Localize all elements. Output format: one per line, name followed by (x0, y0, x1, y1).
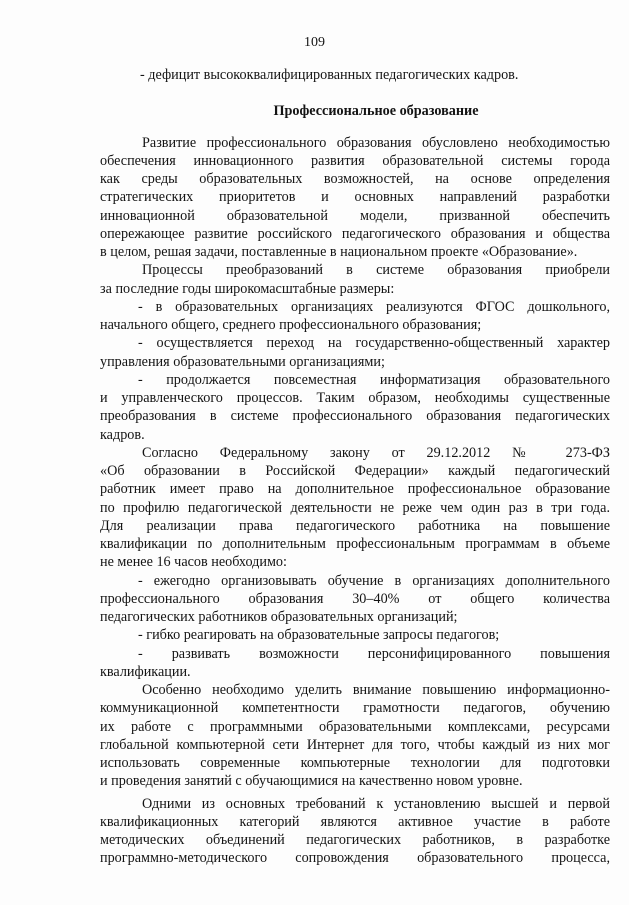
paragraph (100, 261, 610, 298)
paragraph (100, 371, 610, 444)
text-line: использовать современные компьютерные технологии для подготовки (100, 755, 610, 771)
paragraph (100, 134, 610, 262)
paragraph (100, 645, 610, 682)
text-line: управления образовательными организациями; (100, 353, 385, 370)
text-line: - продолжается повсеместная информатизация образовательного (138, 371, 610, 388)
text-line: квалификационных категорий являются активное участие в работе (100, 813, 610, 830)
text-line: методических объединений педагогических работников, в разработке (100, 832, 610, 848)
paragraph (100, 572, 610, 627)
text-line: - гибко реагировать на образовательные запросы педагогов; (138, 627, 500, 644)
text-line: профессионального образования 30–40% от общего количества (100, 590, 610, 607)
text-line: в целом, решая задачи, поставленные в национальном проекте «Образование». (100, 244, 578, 260)
text-line: программно-методического сопровождения образовательного процесса, (100, 850, 610, 867)
paragraph (100, 681, 610, 791)
text-line: начального общего, среднего профессионального образования; (100, 317, 482, 333)
intro-line: - дефицит высококвалифицированных педагогических кадров. (140, 67, 519, 83)
text-line: Для реализации права педагогического работника на повышение (100, 517, 610, 534)
text-line: педагогических работников образовательных организаций; (100, 609, 458, 625)
text-line: Процессы преобразований в системе образования приобрели (142, 262, 610, 279)
text-line: Развитие профессионального образования обусловлено необходимостью (142, 134, 610, 151)
text-line: и проведения занятий с обучающимися на качественно новом уровне. (100, 773, 523, 790)
text-line: - развивать возможности персонифицированного повышения (138, 645, 610, 662)
text-line: кадров. (100, 426, 145, 443)
paragraph (100, 444, 610, 572)
paragraph (100, 626, 610, 644)
paragraphs (100, 134, 610, 868)
text-line: глобальной компьютерной сети Интернет для того, чтобы каждый из них мог (100, 736, 610, 753)
text-line: инновационной образовательной модели, призванной обеспечить (100, 207, 610, 224)
text-line: опережающее развитие российского педагогического образования и общества (100, 225, 610, 242)
text-line: их работе с программными образовательными комплексами, ресурсами (100, 718, 610, 735)
text-line: коммуникационной компетентности грамотности педагогов, обучению (100, 700, 610, 717)
text-line: как среды образовательных возможностей, на основе определения (100, 171, 610, 187)
text-line: - осуществляется переход на государственно-общественный характер (138, 335, 610, 352)
text-line: не менее 16 часов необходимо: (100, 554, 287, 571)
text-line: квалификации. (100, 663, 191, 680)
text-line: - в образовательных организациях реализуются ФГОС дошкольного, (138, 298, 610, 315)
text-line: Согласно Федеральному закону от 29.12.2012 № 273-ФЗ (142, 444, 610, 461)
text-line: преобразования в системе профессионального образования педагогических (100, 408, 610, 425)
text-line: Особенно необходимо уделить внимание повышению информационно- (142, 682, 610, 698)
text-line: - ежегодно организовывать обучение в организациях дополнительного (138, 572, 610, 589)
text-line: Одними из основных требований к установлению высшей и первой (142, 795, 610, 812)
text-line: обеспечения инновационного развития образовательной системы города (100, 152, 610, 169)
document-body (100, 66, 610, 868)
section-heading: Профессиональное образование (273, 103, 479, 120)
page-number: 109 (304, 35, 325, 50)
text-line: «Об образовании в Российской Федерации» каждый педагогический (100, 463, 610, 479)
text-line: и управленческого процессов. Таким образом, необходимы существенные (100, 390, 610, 406)
paragraph (100, 334, 610, 371)
text-line: стратегических приоритетов и основных направлений разработки (100, 189, 610, 206)
text-line: работник имеет право на дополнительное профессиональное образование (100, 481, 610, 498)
text-line: квалификации по дополнительным профессиональным программам в объеме (100, 536, 610, 552)
paragraph (100, 298, 610, 335)
paragraph (100, 795, 610, 868)
text-line: за последние годы широкомасштабные размеры: (100, 280, 395, 297)
text-line: по профилю педагогической деятельности не реже чем один раз в три года. (100, 499, 610, 516)
